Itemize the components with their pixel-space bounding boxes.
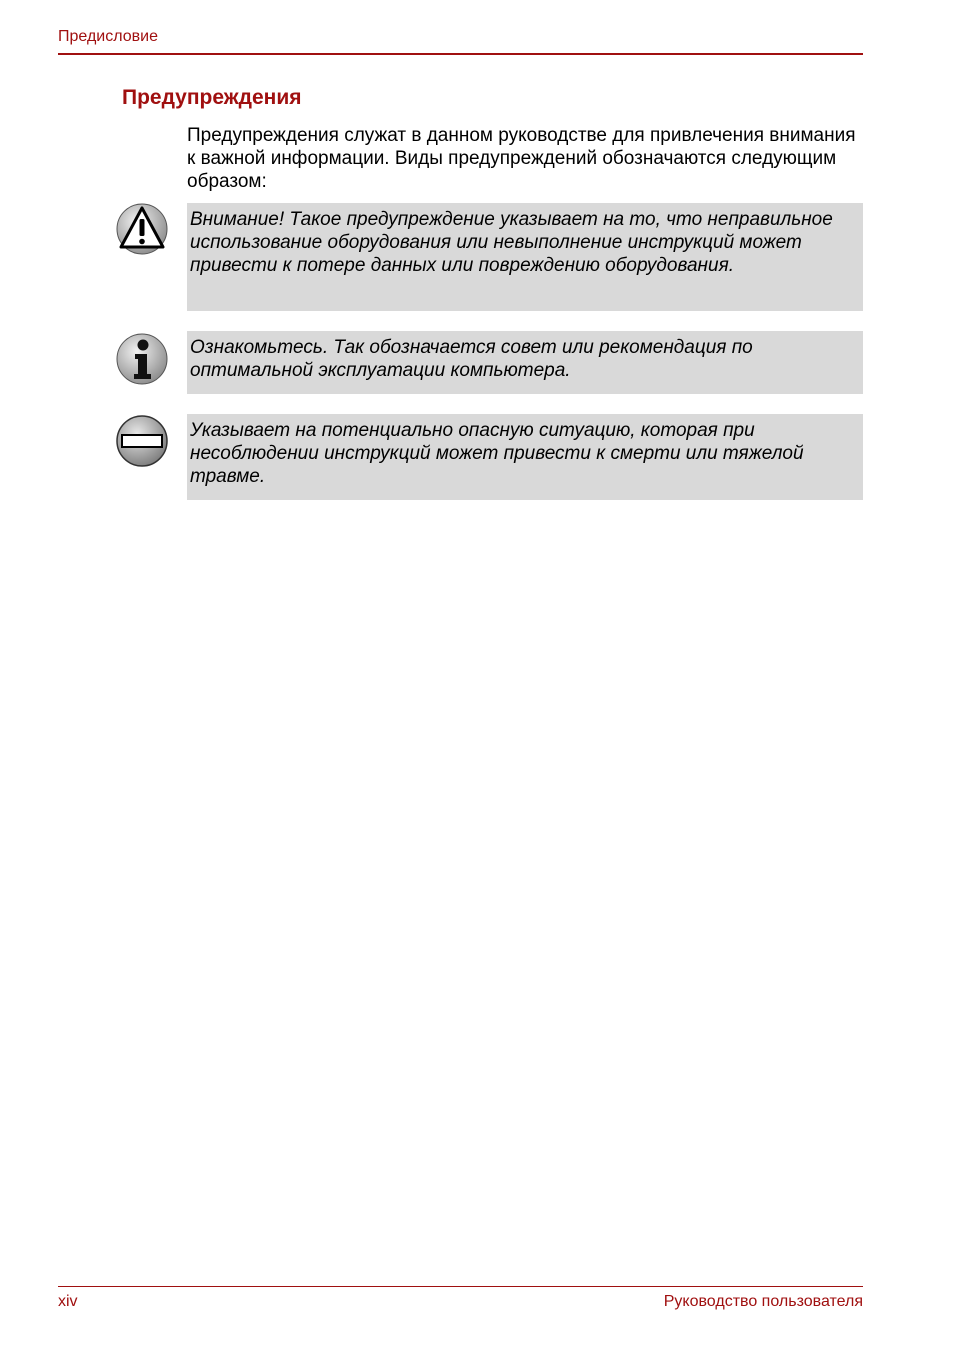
footer-doc-title: Руководство пользователя [663,1293,863,1310]
header-section-name: Предисловие [58,28,158,45]
danger-note [187,414,863,500]
info-icon [116,333,168,385]
warning-note [187,203,863,311]
warning-note-text: Внимание! Такое предупреждение указывает на то, что неправильное использование оборудования или невыполнение инструкций может привести к потере данных или повреждению оборудования. [190,209,833,276]
intro-paragraph: Предупреждения служат в данном руководстве для привлечения внимания к важной информации. Виды предупреждений обозначаются следующим образом: [187,125,856,192]
page-number: xiv [58,1293,78,1310]
section-title: Предупреждения [122,86,302,109]
info-note [187,331,863,394]
info-note-text: Ознакомьтесь. Так обозначается совет или рекомендация по оптимальной эксплуатации компьютера. [190,337,753,381]
danger-icon [116,415,168,467]
header-rule [58,53,863,55]
warning-icon [116,203,168,255]
danger-note-text: Указывает на потенциально опасную ситуацию, которая при несоблюдении инструкций может привести к смерти или тяжелой травме. [190,420,804,487]
footer-rule [58,1286,863,1287]
